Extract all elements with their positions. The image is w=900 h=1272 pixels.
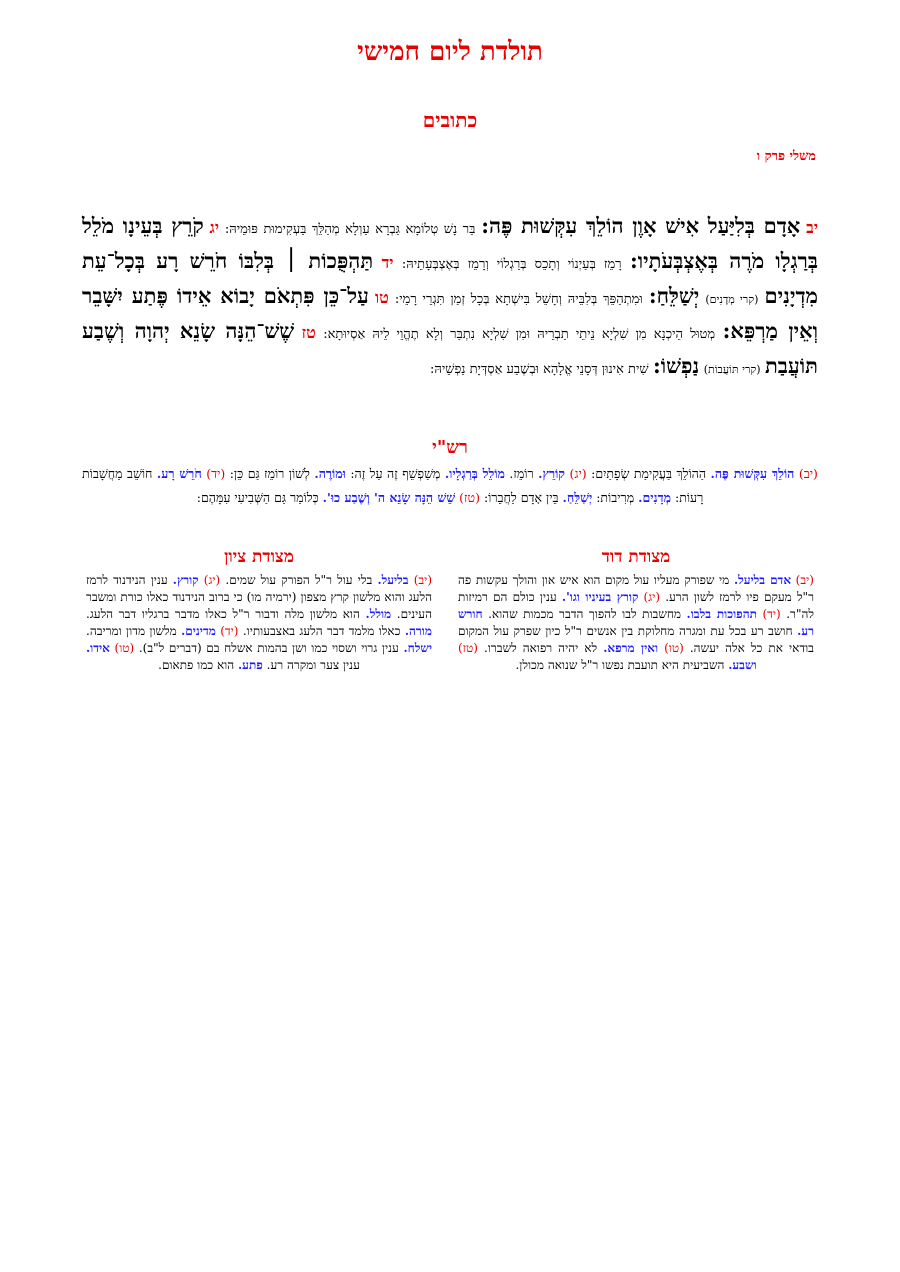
commentary-dibur: קורץ בעיניו וגו'. — [561, 590, 639, 604]
rashi-dibur: יְשַׁלֵּחַ. — [562, 490, 593, 505]
rashi-commentary — [82, 462, 818, 510]
commentary-dibur: ישלח. — [403, 641, 432, 655]
rashi-dibur: חֹרֵשׁ רָע. — [156, 466, 202, 481]
commentary-text: ענין צער ומקרה רע. — [266, 658, 360, 672]
commentary-dibur: פתע. — [237, 658, 263, 672]
rashi-text: חוֹשֵׁב מַחֲשָׁבוֹת רָעוֹת: — [82, 466, 704, 505]
commentary-ref: (יג) — [203, 573, 221, 587]
commentary-dibur: תהפוכות בלבו. — [686, 607, 757, 621]
rashi-dibur: קוֹרֵץ. — [538, 466, 565, 481]
rashi-text: בֵּין אָדָם לַחֲבֵרוֹ: — [483, 490, 559, 505]
commentary-text: ענין גרוי ושסוי כמו ושן בהמות אשלח בם (דברים ל"ב). — [138, 641, 399, 655]
verse-text: אָדָם בְּלִיַּעַל אִישׁ אָוֶן הוֹלֵךְ עִקְּשׁוּת פֶּה: — [481, 213, 801, 238]
section-title: כתובים — [422, 108, 478, 132]
verse-number: יג — [209, 218, 220, 237]
rashi-dibur: מְדָנִים. — [638, 490, 672, 505]
commentary-ref: (טז) — [458, 641, 478, 655]
targum-text: בַּר נָשׁ טְלוֹמָא גַּבְרָא עַוְלָא מְהַלֵּךְ בַּעְקִימוּת פּוּמֵיהּ: — [224, 222, 476, 237]
rashi-text: מְרִיבוֹת: — [596, 490, 635, 505]
commentary-text: השביעית היא תועבת נפשו ר"ל שנואה מכולן. — [515, 658, 725, 672]
targum-text: מְטוּל הֵיכְנָא מִן שִׁלְיָא נֵיתֵי תַבְרֵיהּ וּמִן שִׁלְיָא נִתְבַּר וְלָא תֶהֱוֵי לֵיהּ אַסְיוּתָא: — [323, 327, 716, 342]
commentary-ref: (יב) — [795, 573, 814, 587]
commentary-text: מחשבות לבו להפוך הדבר מכמות שהוא. — [488, 607, 682, 621]
commentary-text: מלשון מדון ומריבה. — [86, 624, 177, 638]
rashi-ref: (יד) — [206, 466, 226, 481]
commentary-dibur: מורה. — [404, 624, 432, 638]
commentary-text: כאלו מלמד דבר הלעג באצבעותיו. — [242, 624, 401, 638]
commentary-dibur: אידו. — [86, 641, 110, 655]
commentary-ref: (יד) — [762, 607, 781, 621]
commentary-ref: (יד) — [220, 624, 239, 638]
verse-text: נַפְשׁוֹ: — [653, 353, 700, 378]
verse-12 — [219, 213, 819, 238]
rashi-dibur: מוֹלֵל בְּרַגְלָיו. — [444, 466, 505, 481]
targum-text: שִׁית אִינוּן דְּסָנֵי אֱלָהָא וּבְשֶׁבַע אַסְדְּיָת נַפְשֵׁיהּ: — [429, 362, 649, 377]
commentary-text: בלי עול ר"ל הפורק עול שמים. — [225, 573, 373, 587]
qri-note: (קרי תּוֹעֲבוֹת) — [703, 363, 761, 376]
rashi-text: מְשַׁפְשֵׁף זֶה עַל זֶה: — [350, 466, 441, 481]
commentary-dibur: אדם בליעל. — [733, 573, 792, 587]
rashi-title: רש"י — [432, 437, 468, 458]
commentary-dibur: מדינים. — [181, 624, 216, 638]
commentary-text: ענין הנידנוד לרמז הלעג והוא מלשון קרץ מצפון (ירמיה מו) כי ברוב הנידנוד כאלו כורת ומשבר העינים. — [86, 573, 432, 621]
rashi-text: לְשׁוֹן רוֹמֵז גַּם כֵּן: — [229, 466, 310, 481]
commentary-text: הוא כמו פתאום. — [158, 658, 235, 672]
commentary-ref: (טו) — [114, 641, 135, 655]
commentary-ref: (יג) — [643, 590, 661, 604]
commentary-text: הוא מלשון מלה ודבור ר"ל כאלו מדבר ברגליו דבר הלעג. — [86, 607, 360, 621]
metzudat-david-column — [458, 572, 814, 674]
verses-block — [82, 210, 818, 385]
verse-number: יד — [381, 253, 394, 272]
commentary-text: ענין כולם הם רמיזות לה"ר. — [458, 590, 814, 621]
rashi-dibur: הוֹלֵךְ עִקְּשׁוּת פֶּה. — [710, 466, 795, 481]
rashi-text: הַהוֹלֵךְ בַּעֲקִימַת שְׂפָתַיִם: — [591, 466, 707, 481]
commentary-text: חושב רע בכל עת ומגרה מחלוקת בין אנשים ר"ל כיון שפרק עול המקום בודאי את כל אלה יעשה. — [458, 624, 814, 655]
targum-text: רָמֵז בְּעַיְנוֹי וְתָכֵס בְּרַגְלוֹי וְרָמֵז בְּאֶצְבְּעָתֵיהּ: — [401, 257, 622, 272]
rashi-ref: (יב) — [798, 466, 818, 481]
chapter-label: משלי פרק ו — [756, 149, 816, 164]
commentary-dibur: בליעל. — [377, 573, 409, 587]
commentary-text: מי שפורק מעליו עול מקום הוא איש און והולך עקשות פה ר"ל מעקם פיו לרמז לשון הרע. — [458, 573, 814, 604]
commentary-dibur: מולל. — [365, 607, 392, 621]
verse-number: טז — [301, 323, 316, 342]
targum-text: וּמִתְהַפֵּךְ בְּלִבֵּיהּ וְחָשֵׁל בִּישְׁתָא בְּכָל זְמַן תִּגְרֵי רָמֵי: — [394, 292, 643, 307]
metzudat-david-title: מצודת דוד — [601, 547, 671, 567]
commentary-dibur: ואין מרפא. — [603, 641, 659, 655]
verse-text: תַּהְפֻּכוֹת ׀ בְּלִבּוֹ חֹרֵשׁ רָע בְּכָל־עֵת מִדְיָנִים — [82, 248, 818, 308]
rashi-ref: (יג) — [569, 466, 587, 481]
verse-text: שֶׁשׁ־הֵנָּה שָׂנֵא יְהוָה וְשֶׁבַע תּוֹעֲבַת — [82, 318, 818, 378]
commentary-ref: (יב) — [413, 573, 433, 587]
commentary-ref: (טו) — [664, 641, 684, 655]
verse-text: יְשַׁלֵּחַ: — [648, 283, 700, 308]
rashi-text: רוֹמֵז. — [509, 466, 534, 481]
verse-text: קֹרֵץ בְּעֵינָו מֹלֵל בְּרַגְלָו מֹרֶה בְּאֶצְבְּעֹתָיו: — [82, 213, 818, 273]
rashi-text: כְּלוֹמַר גַּם הַשְּׁבִיעִי עִמָּהֶם: — [196, 490, 319, 505]
metzudat-tzion-title: מצודת ציון — [224, 547, 294, 567]
commentary-dibur: קורץ. — [172, 573, 199, 587]
rashi-dibur: וּמוֹרֶה. — [314, 466, 346, 481]
verse-number: יב — [806, 218, 819, 237]
rashi-ref: (טז) — [459, 490, 480, 505]
verse-number: טו — [375, 288, 389, 307]
verse-text: עַל־כֵּן פִּתְאֹם יָבוֹא אֵידוֹ פֶּתַע יִשָּׁבֵר וְאֵין מַרְפֵּא: — [82, 283, 819, 343]
metzudat-tzion-column — [86, 572, 432, 674]
rashi-dibur: שֵׁשׁ הֵנָּה שָׂנֵא ה' וְשֶׁבַע כוּ'. — [322, 490, 456, 505]
commentary-text: לא יהיה רפואה לשברו. — [484, 641, 598, 655]
commentary-dibur: ושבע. — [728, 658, 757, 672]
page-title: תולדת ליום חמישי — [357, 37, 543, 67]
qri-note: (קרי מְדָנִים) — [705, 293, 759, 306]
commentary-dibur: חורש רע. — [458, 607, 814, 638]
